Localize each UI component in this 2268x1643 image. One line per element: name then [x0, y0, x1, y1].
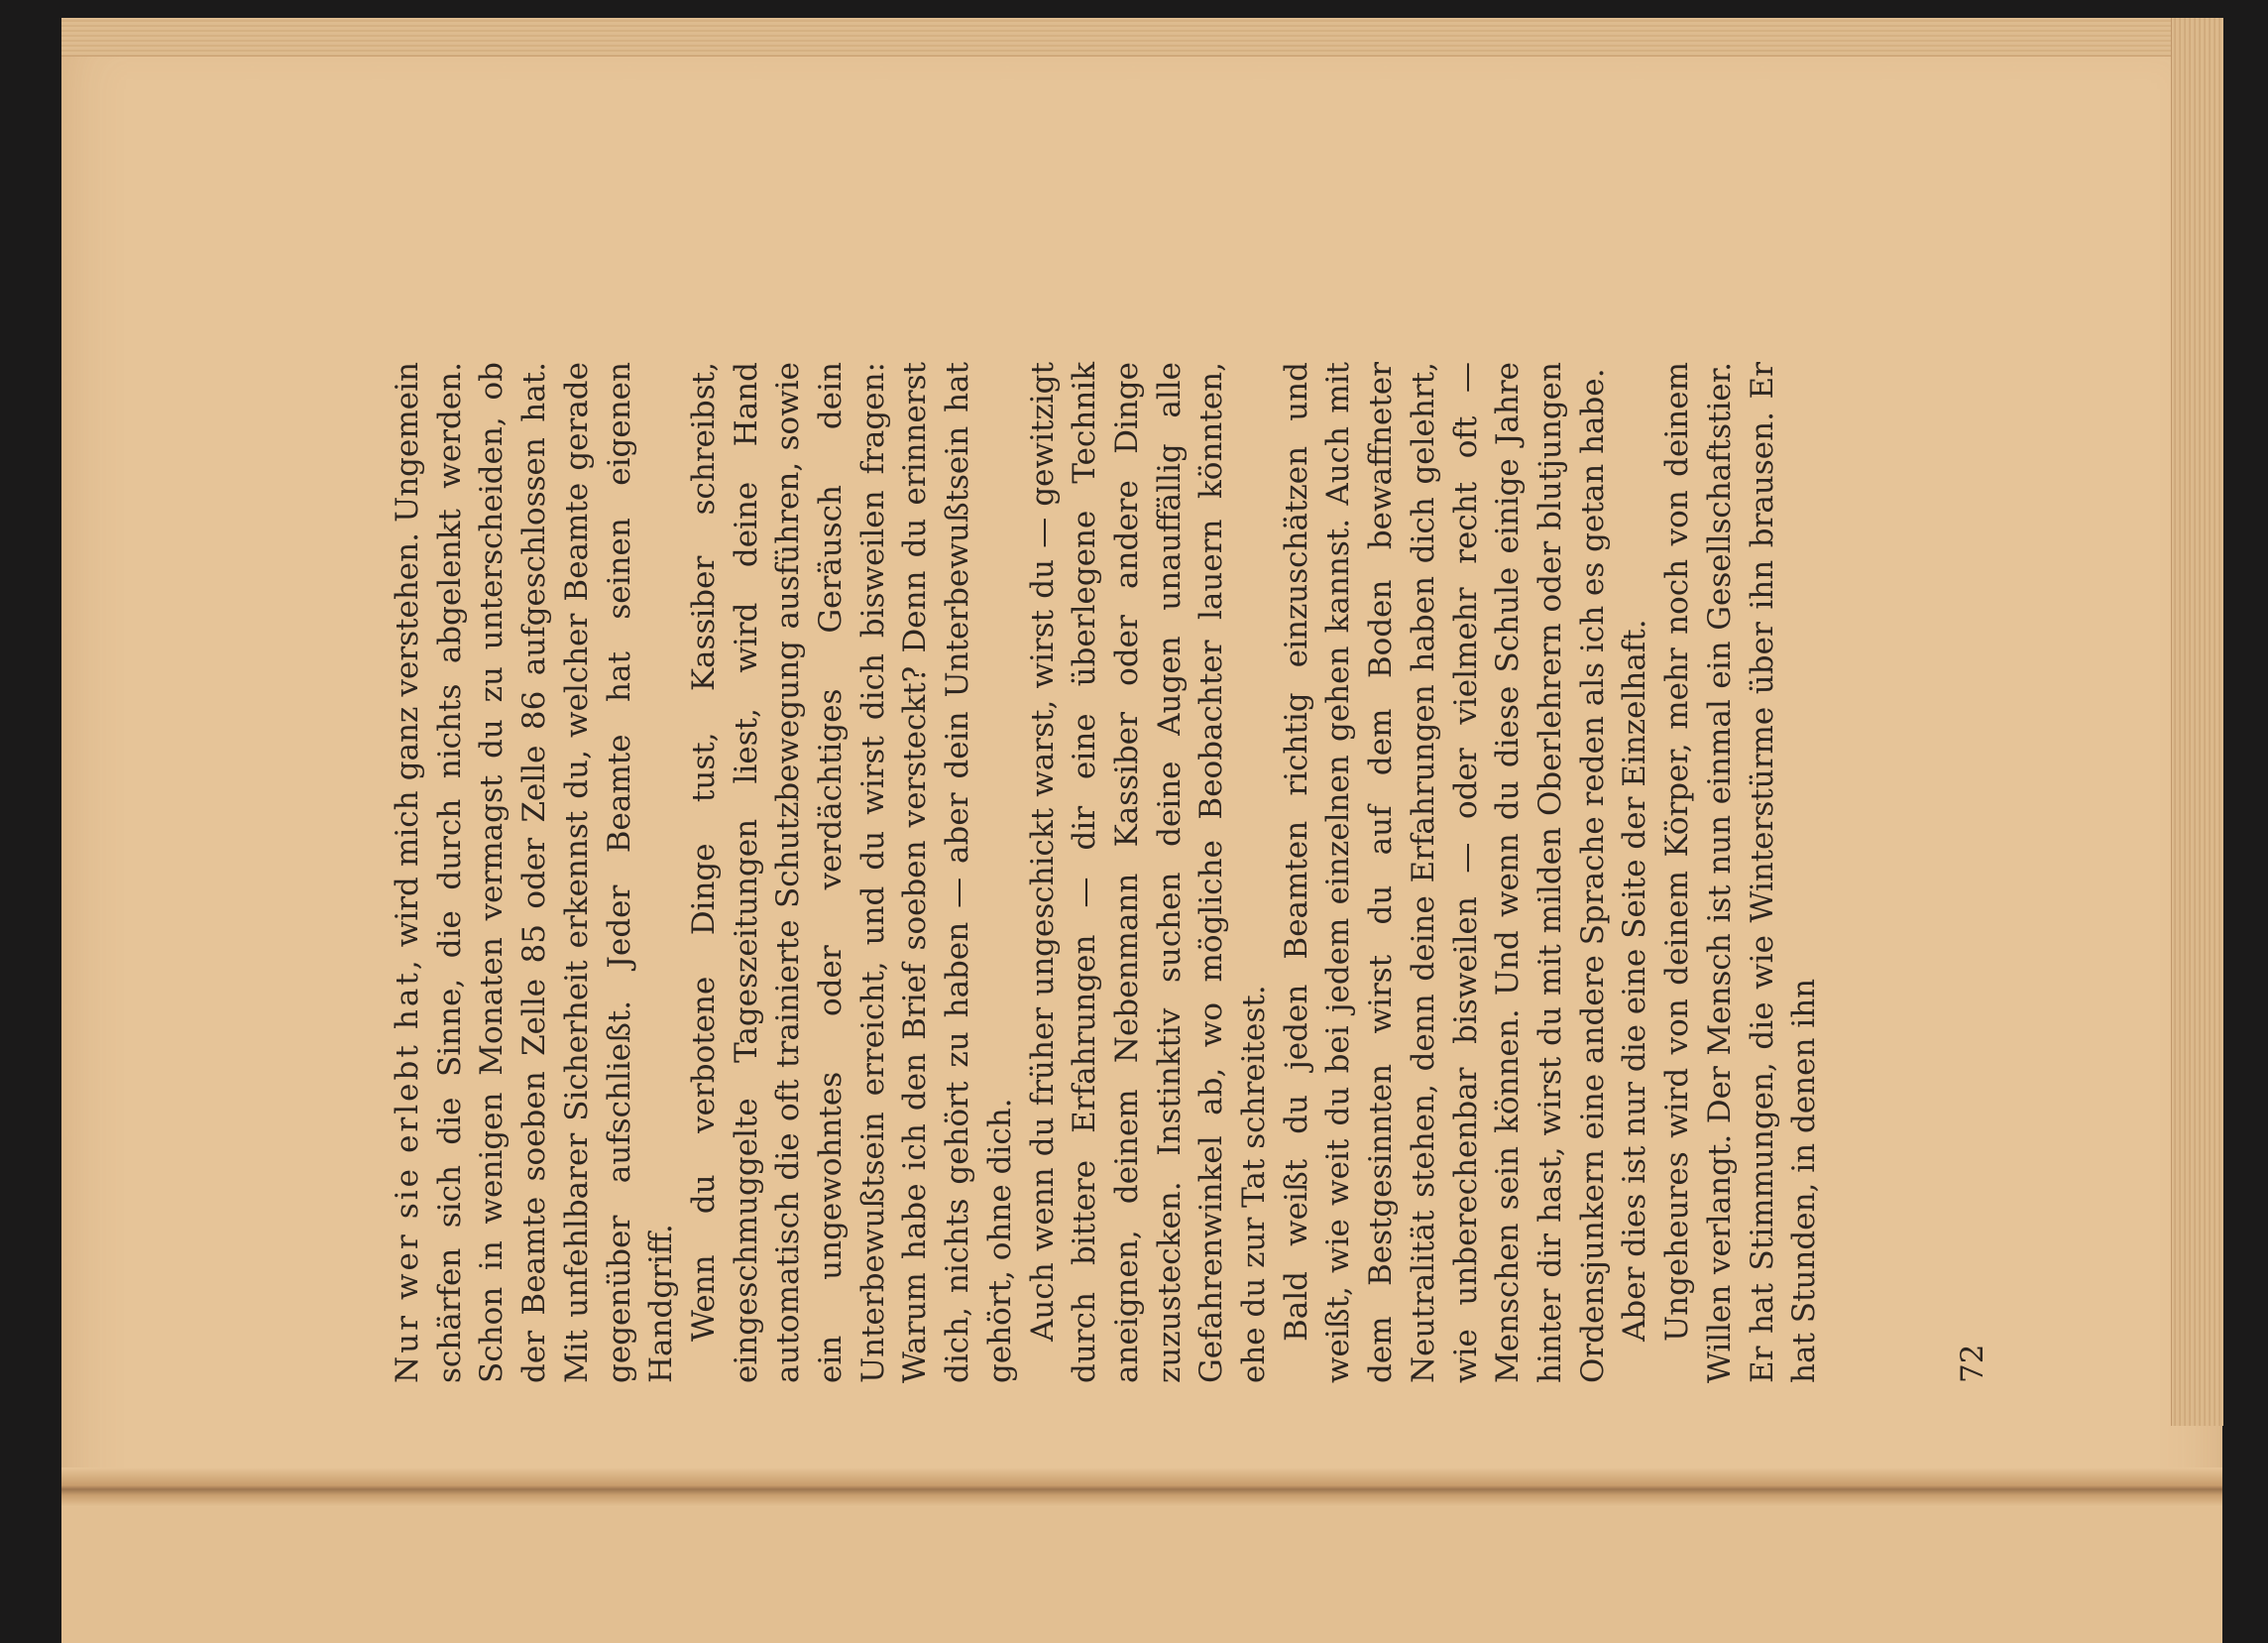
paragraph-lead: Nur wer sie erlebt hat, — [390, 957, 425, 1383]
paragraph-6: Ungeheures wird von deinem Körper, mehr noch von deinem Willen verlangt. Der Mensch ist nun einmal ein Gesellschaftstier. Er hat Stimmungen, die wie Winterstürme über ihn brausen. Er hat Stunden, in denen ihn — [1659, 362, 1823, 1383]
body-text — [387, 362, 1992, 1383]
paragraph-2: Wenn du verbotene Dinge tust, Kassiber schreibst, eingeschmuggelte Tageszeitungen liest, wird deine Hand automatisch die oft trainierte Schutzbewegung ausführen, sowie ein ungewohntes oder verdächtiges Geräusch dein Unterbewußtsein erreicht, und du wirst dich bisweilen fragen: Warum habe ich den Brief soeben versteckt? Denn du erinnerst dich, nichts gehört zu haben — aber dein Unterbewußtsein hat gehört, ohne dich. — [685, 362, 1018, 1383]
facing-page-edge — [61, 1507, 2222, 1643]
paragraph-5: Aber dies ist nur die eine Seite der Einzelhaft. — [1617, 619, 1653, 1342]
rotated-page-content — [387, 362, 1992, 1383]
book-gutter — [61, 1467, 2222, 1507]
page-edges-right — [2171, 18, 2223, 1426]
paragraph-4: Bald weißt du jeden Beamten richtig einzuschätzen und weißt, wie weit du bei jedem einzelnen gehen kannst. Auch mit dem Bestgesinnten wirst du auf dem Boden bewaffneter Neutralität stehen, denn deine Erfahrungen haben dich gelehrt, wie unberechenbar bisweilen — oder vielmehr recht oft — Menschen sein können. Und wenn du diese Schule einige Jahre hinter dir hast, wirst du mit milden Oberlehrern oder blutjungen Ordensjunkern eine andere Sprache reden als ich es getan habe. — [1278, 362, 1611, 1383]
paragraph-3: Auch wenn du früher ungeschickt warst, wirst du — gewitzigt durch bittere Erfahrungen — dir eine überlegene Technik aneignen, deinem Nebenmann Kassiber oder andere Dinge zuzustecken. Instinktiv suchen deine Augen unauffällig alle Gefahrenwinkel ab, wo mögliche Beobachter lauern könnten, ehe du zur Tat schreitest. — [1024, 362, 1273, 1383]
paragraph-text: wird mich ganz verstehen. Ungemein schärfen sich die Sinne, die durch nichts abgelenkt werden. Schon in wenigen Monaten vermagst du zu unterscheiden, ob der Beamte soeben Zelle 85 oder Zelle 86 aufgeschlossen hat. Mit unfehlbarer Sicherheit erkennst du, welcher Beamte gerade gegenüber aufschließt. Jeder Beamte hat seinen eigenen Handgriff. — [390, 362, 680, 1383]
page-edges-top — [61, 18, 2222, 57]
page-number: 72 — [1955, 1344, 1990, 1383]
paragraph-1 — [387, 362, 683, 1383]
